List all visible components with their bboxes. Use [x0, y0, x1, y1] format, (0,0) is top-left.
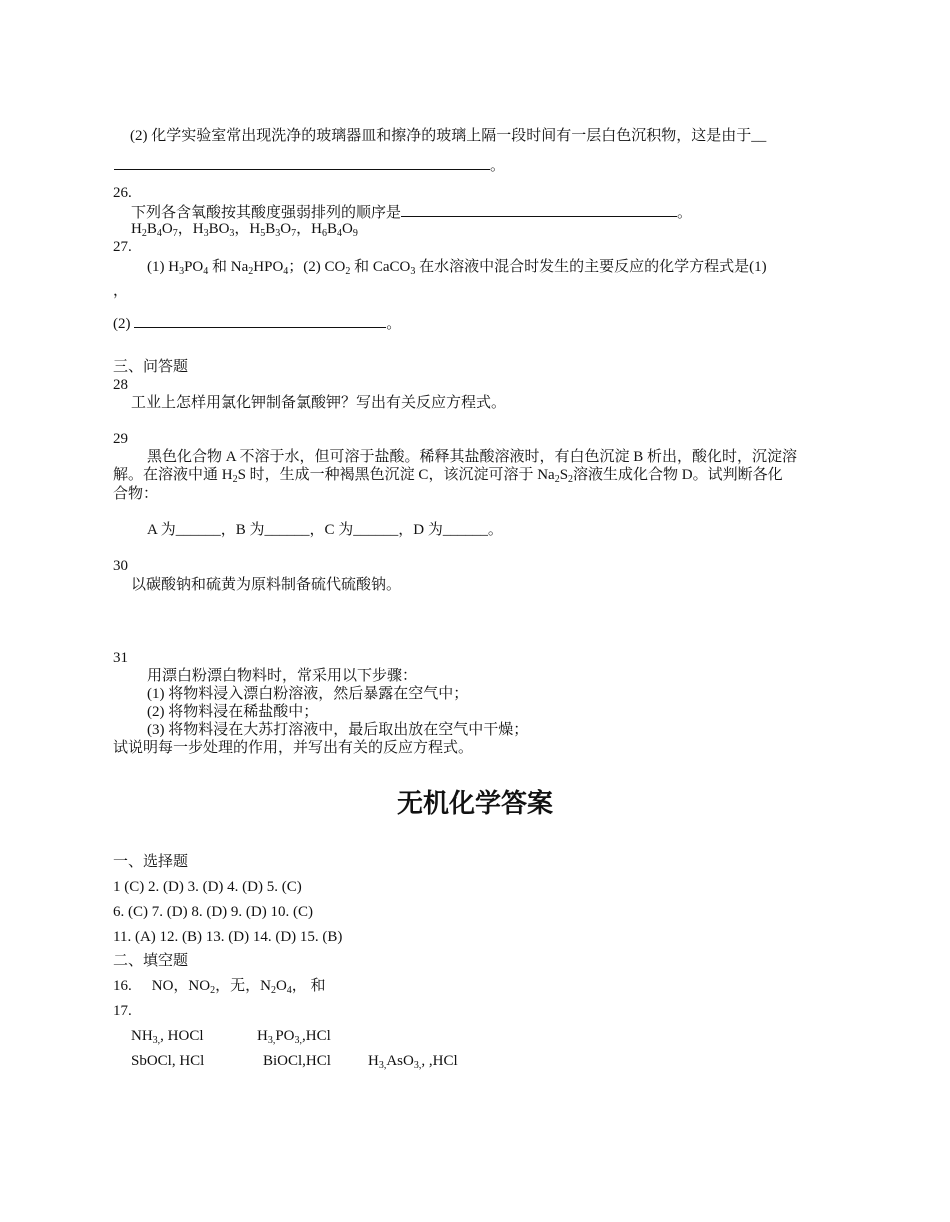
- q28-number: 28: [113, 377, 128, 393]
- answer-blank: [114, 155, 490, 170]
- acid-formula: $H_2B_4O_7$: [131, 221, 178, 239]
- q27-line1: (1) $H_3PO_4$ 和 $Na_2HPO_4$；(2) $CO_2$ 和 CaCO$_3$ 在水溶液中混合时发生的主要反应的化学方程式是(1): [147, 259, 767, 277]
- q31-line: 用漂白粉漂白物料时，常采用以下步骤：: [147, 668, 418, 684]
- answer-17-row1-b: $H_{3,}PO_{3,},HCl$: [257, 1028, 331, 1046]
- q30-text: 以碳酸钠和硫黄为原料制备硫代硫酸钠。: [131, 577, 402, 593]
- q29-line3: 合物：: [113, 486, 159, 502]
- answers-title: 无机化学答案: [396, 789, 553, 819]
- q29-line2: 解。在溶液中通 $H_2S$ 时，生成一种褐黑色沉淀 C，该沉淀可溶于 $Na_2S_2$溶液生成化合物 D。试判断各化: [113, 467, 783, 485]
- q29-answer-line: A 为______，B 为______，C 为______，D 为______。: [147, 522, 503, 538]
- answer-17-number: 17.: [113, 1003, 132, 1019]
- q31-line: (2) 将物料浸在稀盐酸中；: [147, 704, 319, 720]
- q26-prompt: 下列各含氧酸按其酸度强弱排列的顺序是 。: [131, 202, 692, 222]
- q29-number: 29: [113, 431, 128, 447]
- section-heading-fill: 二、填空题: [113, 953, 189, 969]
- q26-acid-list: $H_2B_4O_7$，$H_3BO_3$，$H_5B_3O_7$，$H_6B_4O_9$: [131, 221, 358, 239]
- q27-comma: ，: [113, 283, 129, 299]
- answer-17-row1-a: $NH_{3,}$, HOCl: [131, 1028, 204, 1046]
- q31-line: (3) 将物料浸在大苏打溶液中，最后取出放在空气中干燥；: [147, 722, 529, 738]
- answer-17-row2-c: $H_{3,}AsO_{3,}$, ,HCl: [368, 1053, 458, 1071]
- q27-number: 27.: [113, 239, 132, 255]
- answer-blank: [134, 313, 386, 328]
- acid-formula: $H_6B_4O_9$: [311, 221, 358, 239]
- section-heading-qa: 三、问答题: [113, 359, 189, 375]
- answer-17-row2-b: BiOCl,HCl: [263, 1053, 331, 1069]
- answer-16: 16. NO，$NO_2$，无，$N_2O_4$， 和: [113, 978, 326, 996]
- section-heading-choice: 一、选择题: [113, 854, 189, 870]
- choice-answers-row: 11. (A) 12. (B) 13. (D) 14. (D) 15. (B): [113, 929, 343, 945]
- q31-line: (1) 将物料浸入漂白粉溶液，然后暴露在空气中；: [147, 686, 469, 702]
- answer-blank: [401, 202, 677, 217]
- acid-formula: $H_3BO_3$: [192, 221, 235, 239]
- q25-part2-line2: 。: [114, 155, 505, 175]
- q26-number: 26.: [113, 185, 132, 201]
- choice-answers-row: 1 (C) 2. (D) 3. (D) 4. (D) 5. (C): [113, 879, 302, 895]
- q31-number: 31: [113, 650, 128, 666]
- q29-line1: 黑色化合物 A 不溶于水，但可溶于盐酸。稀释其盐酸溶液时，有白色沉淀 B 析出，酸化时，沉淀溶: [147, 449, 798, 465]
- acid-formula: $H_5B_3O_7$: [249, 221, 297, 239]
- q27-line3: (2) 。: [113, 313, 401, 333]
- q31-closing: 试说明每一步处理的作用，并写出有关的反应方程式。: [113, 740, 474, 756]
- q25-part2-line1: (2) 化学实验室常出现洗净的玻璃器皿和擦净的玻璃上隔一段时间有一层白色沉积物，这是由于__: [130, 128, 767, 144]
- q28-text: 工业上怎样用氯化钾制备氯酸钾？写出有关反应方程式。: [131, 395, 507, 411]
- q30-number: 30: [113, 558, 128, 574]
- answer-17-row2-a: SbOCl, HCl: [131, 1053, 205, 1069]
- choice-answers-row: 6. (C) 7. (D) 8. (D) 9. (D) 10. (C): [113, 904, 313, 920]
